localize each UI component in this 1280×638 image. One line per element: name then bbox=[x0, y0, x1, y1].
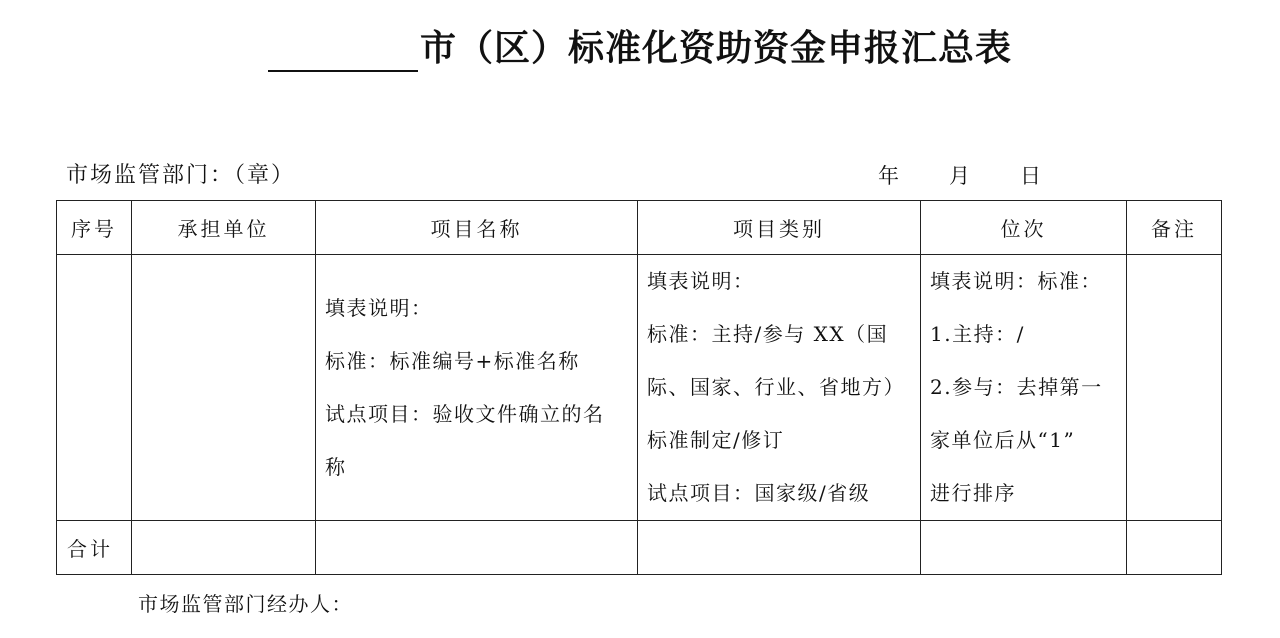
column-header-remarks: 备注 bbox=[1127, 201, 1222, 255]
instruction-line: 进行排序 bbox=[930, 481, 1016, 505]
total-project-name-cell[interactable] bbox=[316, 521, 638, 575]
column-header-index: 序号 bbox=[57, 201, 132, 255]
rank-instructions bbox=[921, 255, 1126, 520]
table-header-row bbox=[57, 201, 1222, 255]
instruction-line: 1.主持：/ bbox=[930, 322, 1025, 346]
index-cell[interactable] bbox=[57, 255, 132, 521]
instruction-line: 标准制定/修订 bbox=[647, 428, 785, 452]
instruction-line: 2.参与：去掉第一 bbox=[930, 375, 1103, 399]
unit-cell[interactable] bbox=[132, 255, 316, 521]
column-header-project-category: 项目类别 bbox=[638, 201, 921, 255]
remarks-cell[interactable] bbox=[1127, 255, 1222, 521]
handler-label: 市场监管部门经办人： bbox=[138, 592, 353, 616]
date-day-label: 日 bbox=[1020, 164, 1041, 188]
total-remarks-cell[interactable] bbox=[1127, 521, 1222, 575]
instruction-line: 试点项目：验收文件确立的名 bbox=[325, 402, 605, 426]
column-header-project-name: 项目名称 bbox=[316, 201, 638, 255]
total-category-cell[interactable] bbox=[638, 521, 921, 575]
city-name-blank bbox=[268, 26, 418, 72]
title-text: 市（区）标准化资助资金申报汇总表 bbox=[419, 28, 1012, 69]
instruction-line: 填表说明： bbox=[647, 269, 755, 293]
instruction-line: 际、国家、行业、省地方） bbox=[647, 375, 905, 399]
total-row bbox=[57, 521, 1222, 575]
date-month-label: 月 bbox=[949, 164, 970, 188]
date-line bbox=[878, 160, 1041, 190]
rank-cell[interactable] bbox=[921, 255, 1127, 521]
instruction-line: 填表说明： bbox=[325, 296, 433, 320]
instruction-line: 家单位后从“1” bbox=[930, 428, 1076, 452]
instruction-line: 填表说明：标准： bbox=[930, 269, 1102, 293]
total-label: 合计 bbox=[67, 537, 113, 561]
column-header-unit: 承担单位 bbox=[132, 201, 316, 255]
total-rank-cell[interactable] bbox=[921, 521, 1127, 575]
project-category-cell[interactable] bbox=[638, 255, 921, 521]
summary-table bbox=[56, 200, 1222, 575]
instruction-line: 称 bbox=[325, 455, 347, 479]
table-row bbox=[57, 255, 1222, 521]
project-name-instructions bbox=[316, 255, 637, 494]
department-label: 市场监管部门：（章） bbox=[66, 163, 296, 188]
column-header-rank: 位次 bbox=[921, 201, 1127, 255]
page-title bbox=[0, 26, 1280, 72]
total-unit-cell[interactable] bbox=[132, 521, 316, 575]
date-year-label: 年 bbox=[878, 164, 899, 188]
project-name-cell[interactable] bbox=[316, 255, 638, 521]
instruction-line: 标准：主持/参与 XX（国 bbox=[647, 322, 889, 346]
instruction-line: 试点项目：国家级/省级 bbox=[647, 481, 871, 505]
total-label-cell bbox=[57, 521, 132, 575]
project-category-instructions bbox=[638, 255, 920, 520]
instruction-line: 标准：标准编号+标准名称 bbox=[325, 349, 580, 373]
